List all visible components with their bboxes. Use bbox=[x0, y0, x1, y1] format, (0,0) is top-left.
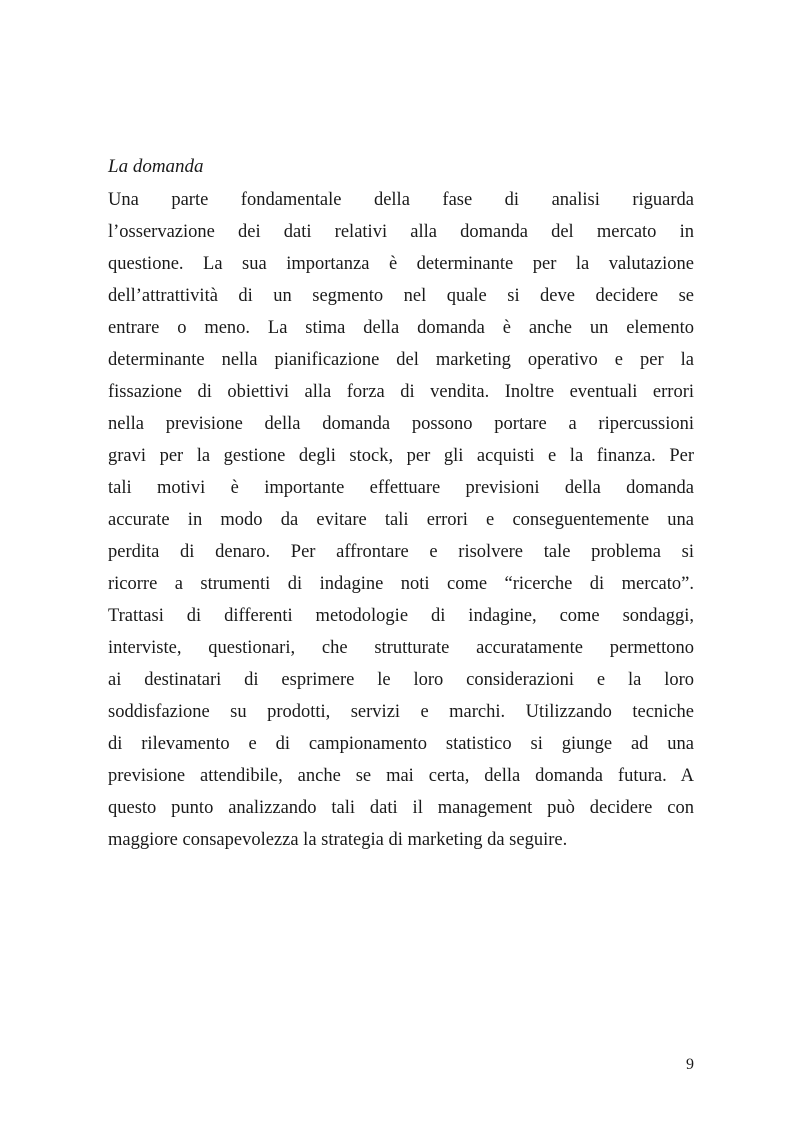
paragraph-line: tali motivi è importante effettuare previsioni della domanda bbox=[108, 478, 694, 498]
paragraph-line: di rilevamento e di campionamento statistico si giunge ad una bbox=[108, 734, 694, 754]
paragraph-line: gravi per la gestione degli stock, per gli acquisti e la finanza. Per bbox=[108, 446, 694, 466]
paragraph-line: nella previsione della domanda possono portare a ripercussioni bbox=[108, 414, 694, 434]
paragraph-line: questione. La sua importanza è determinante per la valutazione bbox=[108, 254, 694, 274]
paragraph-line: Trattasi di differenti metodologie di indagine, come sondaggi, bbox=[108, 606, 694, 626]
paragraph-line: ai destinatari di esprimere le loro considerazioni e la loro bbox=[108, 670, 694, 690]
paragraph-line: ricorre a strumenti di indagine noti come “ricerche di mercato”. bbox=[108, 574, 694, 594]
body-paragraph bbox=[108, 184, 694, 856]
paragraph-line: soddisfazione su prodotti, servizi e marchi. Utilizzando tecniche bbox=[108, 702, 694, 722]
section-title: La domanda bbox=[108, 156, 204, 177]
page-number: 9 bbox=[686, 1056, 694, 1073]
paragraph-line: l’osservazione dei dati relativi alla domanda del mercato in bbox=[108, 222, 694, 242]
paragraph-line: accurate in modo da evitare tali errori e conseguentemente una bbox=[108, 510, 694, 530]
paragraph-line: fissazione di obiettivi alla forza di vendita. Inoltre eventuali errori bbox=[108, 382, 694, 402]
paragraph-line: perdita di denaro. Per affrontare e risolvere tale problema si bbox=[108, 542, 694, 562]
paragraph-line: Una parte fondamentale della fase di analisi riguarda bbox=[108, 190, 694, 210]
paragraph-line: dell’attrattività di un segmento nel quale si deve decidere se bbox=[108, 286, 694, 306]
paragraph-line: maggiore consapevolezza la strategia di marketing da seguire. bbox=[108, 830, 568, 850]
paragraph-line: interviste, questionari, che strutturate accuratamente permettono bbox=[108, 638, 694, 658]
paragraph-line: entrare o meno. La stima della domanda è anche un elemento bbox=[108, 318, 694, 338]
paragraph-line: previsione attendibile, anche se mai certa, della domanda futura. A bbox=[108, 766, 694, 786]
paragraph-line: determinante nella pianificazione del marketing operativo e per la bbox=[108, 350, 694, 370]
paragraph-line: questo punto analizzando tali dati il management può decidere con bbox=[108, 798, 694, 818]
